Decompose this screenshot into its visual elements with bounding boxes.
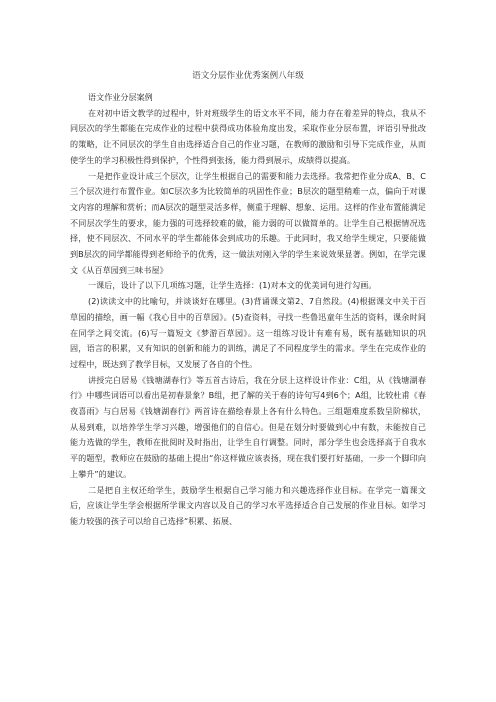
paragraph-6: 二是把自主权还给学生，鼓励学生根据自己学习能力和兴趣选择作业目标。在学完一篇课文后，应该让学生学会根据所学课文内容以及自己的学习水平选择适合自己发展的作业目标。如学习能力较强的孩子可以给自己选择“积累、拓展、 [70, 484, 426, 526]
paragraph-2: 一是把作业设计成三个层次，让学生根据自己的需要和能力去选择。我常把作业分成A、B、C三个层次进行布置作业。如C层次多为比较简单的巩固性作业；B层次的题型稍难一点，偏向于对课文内容的理解和赏析；而A层次的题型灵活多样，侧重于理解、想象、运用。这样的作业布置能满足不同层次学生的要求，能力强的可选择较难的做，能力弱的可以做简单的。让学生自己根据情况选择，使不同层次、不同水平的学生都能体会到成功的乐趣。于此同时，我又给学生规定，只要能做到B层次的同学都能得到老师给予的优秀，这一做法对刚入学的学生来说效果显著。例如，在学完课文《从百草园到三味书屋》 [70, 170, 426, 275]
paragraph-4: (2)读读文中的比喻句，并谈谈好在哪里。(3)背诵课文第2、7自然段。(4)根据课文中关于百草园的描绘，画一幅《我心目中的百草园》。(5)查资料，寻找一些鲁迅童年生活的资料，课余时间在同学之间交流。(6)写一篇短文《梦游百草园》。这一组练习设计有难有易，既有基础知识的巩固，语言的积累，又有知识的创新和能力的训练，满足了不同程度学生的需求。学生在完成作业的过程中，既达到了教学目标，又发展了各自的个性。 [70, 296, 426, 369]
paragraph-1: 在对初中语文教学的过程中，针对班级学生的语文水平不同，能力存在着差异的特点，我从不同层次的学生都能在完成作业的过程中获得成功体验角度出发，采取作业分层布置，评语引导批改的策略，让不同层次的学生自由选择适合自己的作业习题，在教师的激励和引导下完成作业，从而使学生的学习积极性得到保护，个性得到张扬，能力得到展示，成绩得以提高。 [70, 107, 426, 165]
section-subheading: 语文作业分层案例 [88, 92, 153, 102]
paragraph-5: 讲授完白居易《钱塘湖春行》等五首古诗后，我在分层上这样设计作业：C组，从《钱塘湖春行》中哪些词语可以看出是初春景象？B组，把了解的关于春的诗句写4到6个；A组，比较杜甫《春夜喜雨》与白居易《钱塘湖春行》两首诗在描绘春景上各有什么特色。三组题难度系数呈阶梯状，从易到难，以培养学生学习兴趣，增强他们的自信心。但是在划分时要做到心中有数，未能按自己能力选做的学生，教师在批阅时及时指出，让学生自行调整。同时，部分学生也会选择高于自我水平的题型，教师应在鼓励的基础上提出“你这样做应该表扬，现在我们要打好基础，一步一个脚印向上攀升”的建议。 [70, 374, 426, 479]
paragraph-3: 一课后，设计了以下几项练习题，让学生选择：(1)对本文的优美词句进行勾画。 [88, 280, 377, 291]
document-title: 语文分层作业优秀案例八年级 [192, 71, 304, 81]
